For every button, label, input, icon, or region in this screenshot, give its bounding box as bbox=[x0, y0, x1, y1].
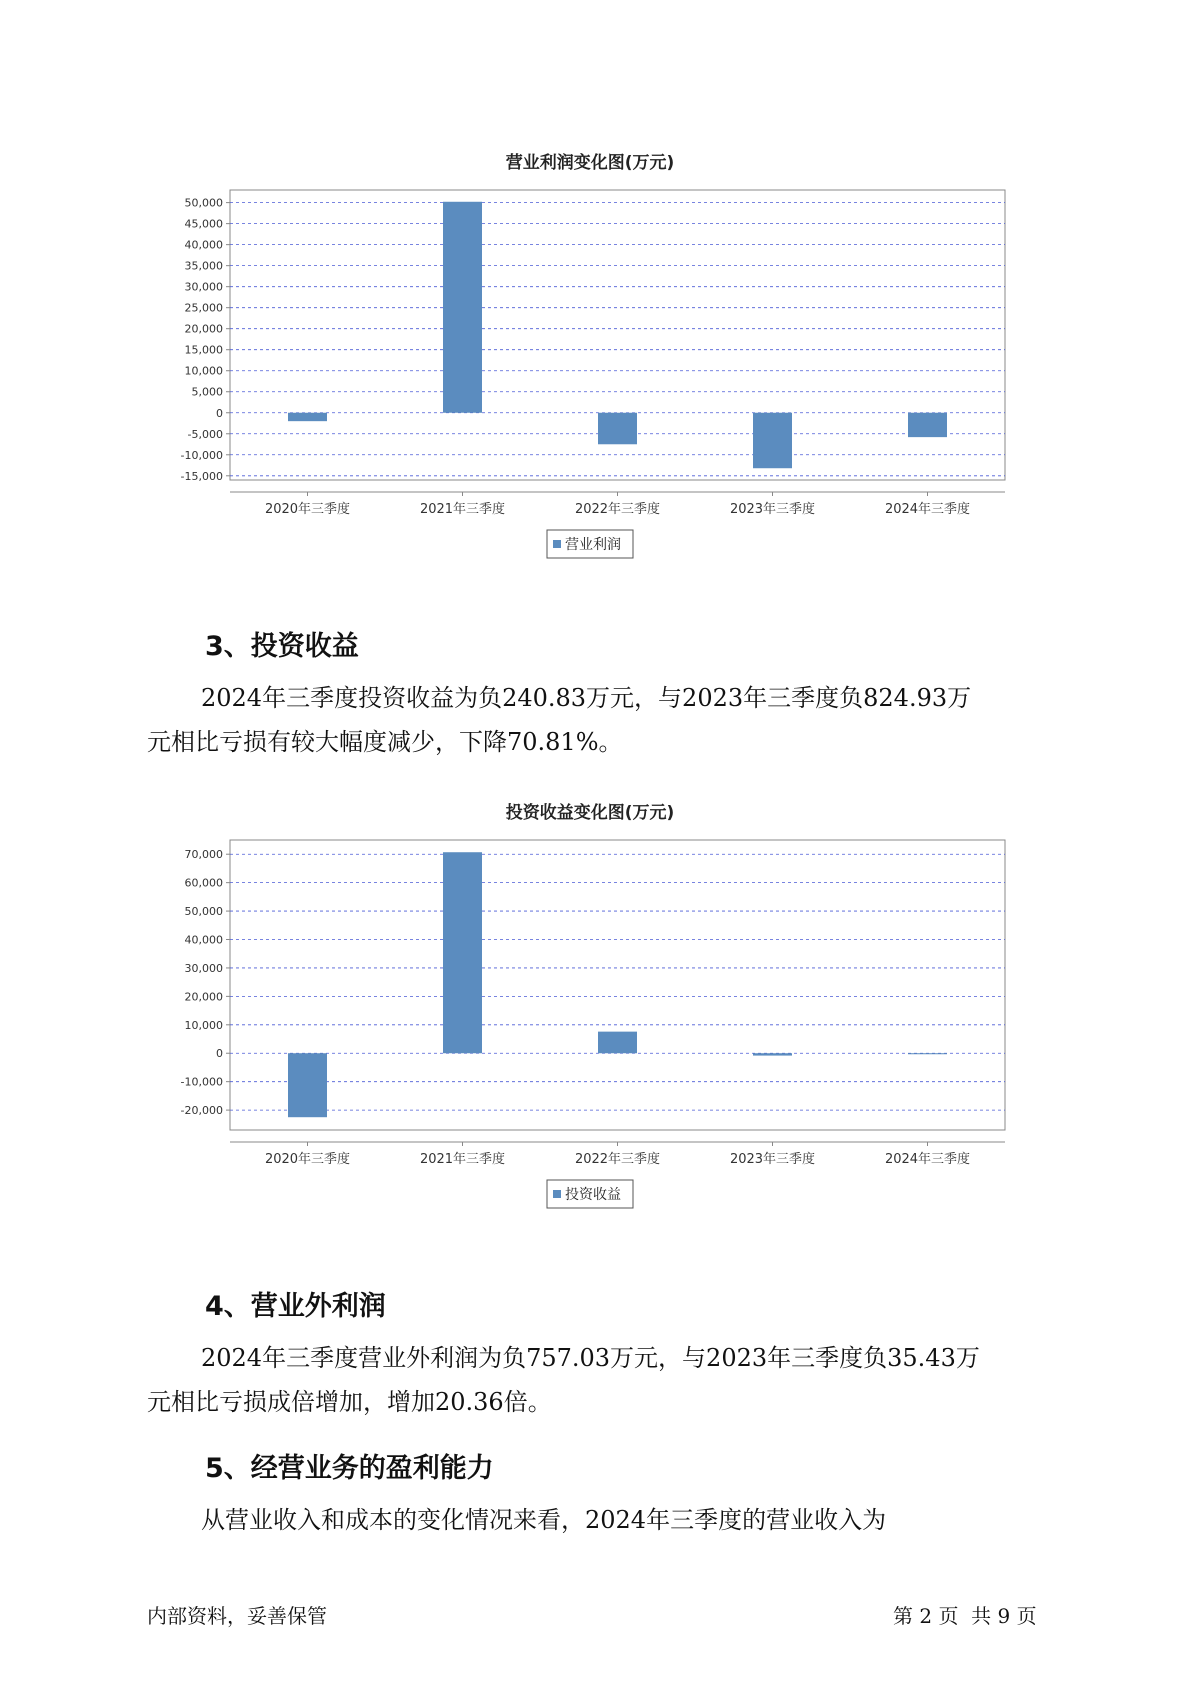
paragraph-line: 从营业收入和成本的变化情况来看，2024年三季度的营业收入为 bbox=[201, 1506, 887, 1534]
y-tick-label: 35,000 bbox=[184, 259, 223, 273]
bar bbox=[753, 1053, 792, 1055]
footer-confidential-note: 内部资料，妥善保管 bbox=[147, 1604, 327, 1628]
y-tick-label: -5,000 bbox=[187, 427, 223, 441]
operating-profit-chart bbox=[150, 140, 1030, 580]
y-tick-label: 0 bbox=[216, 1047, 223, 1061]
legend-label: 投资收益 bbox=[565, 1187, 621, 1203]
y-tick-label: -10,000 bbox=[180, 448, 223, 462]
section-heading-profitability: 5、经营业务的盈利能力 bbox=[205, 1453, 494, 1484]
section-heading-investment-income: 3、投资收益 bbox=[205, 631, 359, 662]
y-tick-label: 70,000 bbox=[184, 848, 223, 862]
legend bbox=[547, 1180, 633, 1208]
y-tick-label: 50,000 bbox=[184, 196, 223, 210]
chart-title: 营业利润变化图(万元) bbox=[505, 153, 675, 173]
y-tick-label: 10,000 bbox=[184, 364, 223, 378]
x-tick-label: 2023年三季度 bbox=[729, 502, 816, 517]
bar bbox=[288, 413, 327, 421]
bar bbox=[753, 413, 792, 468]
bar bbox=[288, 1053, 327, 1117]
section-heading-non-operating-profit: 4、营业外利润 bbox=[205, 1291, 386, 1322]
legend bbox=[547, 530, 633, 558]
y-tick-label: 30,000 bbox=[184, 280, 223, 294]
bar bbox=[908, 1053, 947, 1054]
y-tick-label: 0 bbox=[216, 406, 223, 420]
bar bbox=[443, 852, 482, 1053]
y-tick-label: -15,000 bbox=[180, 469, 223, 483]
x-tick-label: 2021年三季度 bbox=[419, 1152, 506, 1167]
y-tick-label: 15,000 bbox=[184, 343, 223, 357]
x-tick-label: 2021年三季度 bbox=[419, 502, 506, 517]
plot-area bbox=[230, 840, 1005, 1130]
legend-label: 营业利润 bbox=[565, 537, 621, 553]
bar bbox=[598, 413, 637, 445]
paragraph-line: 2024年三季度投资收益为负240.83万元，与2023年三季度负824.93万 bbox=[201, 684, 972, 712]
legend-swatch bbox=[553, 540, 561, 548]
paragraph-line: 元相比亏损有较大幅度减少，下降70.81%。 bbox=[147, 728, 623, 756]
x-tick-label: 2022年三季度 bbox=[574, 1152, 661, 1167]
bar bbox=[908, 413, 947, 437]
y-tick-label: 40,000 bbox=[184, 933, 223, 947]
paragraph-line: 2024年三季度营业外利润为负757.03万元，与2023年三季度负35.43万 bbox=[201, 1344, 980, 1372]
paragraph-line: 元相比亏损成倍增加，增加20.36倍。 bbox=[147, 1388, 552, 1416]
x-tick-label: 2024年三季度 bbox=[884, 502, 971, 517]
y-tick-label: 20,000 bbox=[184, 990, 223, 1004]
x-tick-label: 2022年三季度 bbox=[574, 502, 661, 517]
y-tick-label: 50,000 bbox=[184, 905, 223, 919]
y-tick-label: -20,000 bbox=[180, 1104, 223, 1118]
legend-swatch bbox=[553, 1190, 561, 1198]
y-tick-label: 45,000 bbox=[184, 217, 223, 231]
y-tick-label: 5,000 bbox=[191, 385, 223, 399]
y-tick-label: 60,000 bbox=[184, 876, 223, 890]
bar bbox=[598, 1032, 637, 1054]
investment-income-chart bbox=[150, 790, 1030, 1230]
x-tick-label: 2020年三季度 bbox=[264, 1152, 351, 1167]
chart-plot bbox=[150, 790, 1030, 1230]
bar bbox=[443, 202, 482, 413]
y-tick-label: 25,000 bbox=[184, 301, 223, 315]
paragraph-investment-income bbox=[147, 676, 1067, 764]
y-tick-label: 20,000 bbox=[184, 322, 223, 336]
y-tick-label: 10,000 bbox=[184, 1018, 223, 1032]
x-tick-label: 2023年三季度 bbox=[729, 1152, 816, 1167]
x-tick-label: 2020年三季度 bbox=[264, 502, 351, 517]
x-tick-label: 2024年三季度 bbox=[884, 1152, 971, 1167]
chart-title: 投资收益变化图(万元) bbox=[505, 803, 675, 823]
y-tick-label: 40,000 bbox=[184, 238, 223, 252]
paragraph-profitability bbox=[147, 1498, 1067, 1542]
paragraph-non-operating-profit bbox=[147, 1336, 1067, 1424]
footer-page-number: 第 2 页 共 9 页 bbox=[893, 1604, 1037, 1628]
y-tick-label: -10,000 bbox=[180, 1075, 223, 1089]
y-tick-label: 30,000 bbox=[184, 961, 223, 975]
chart-plot bbox=[150, 140, 1030, 580]
